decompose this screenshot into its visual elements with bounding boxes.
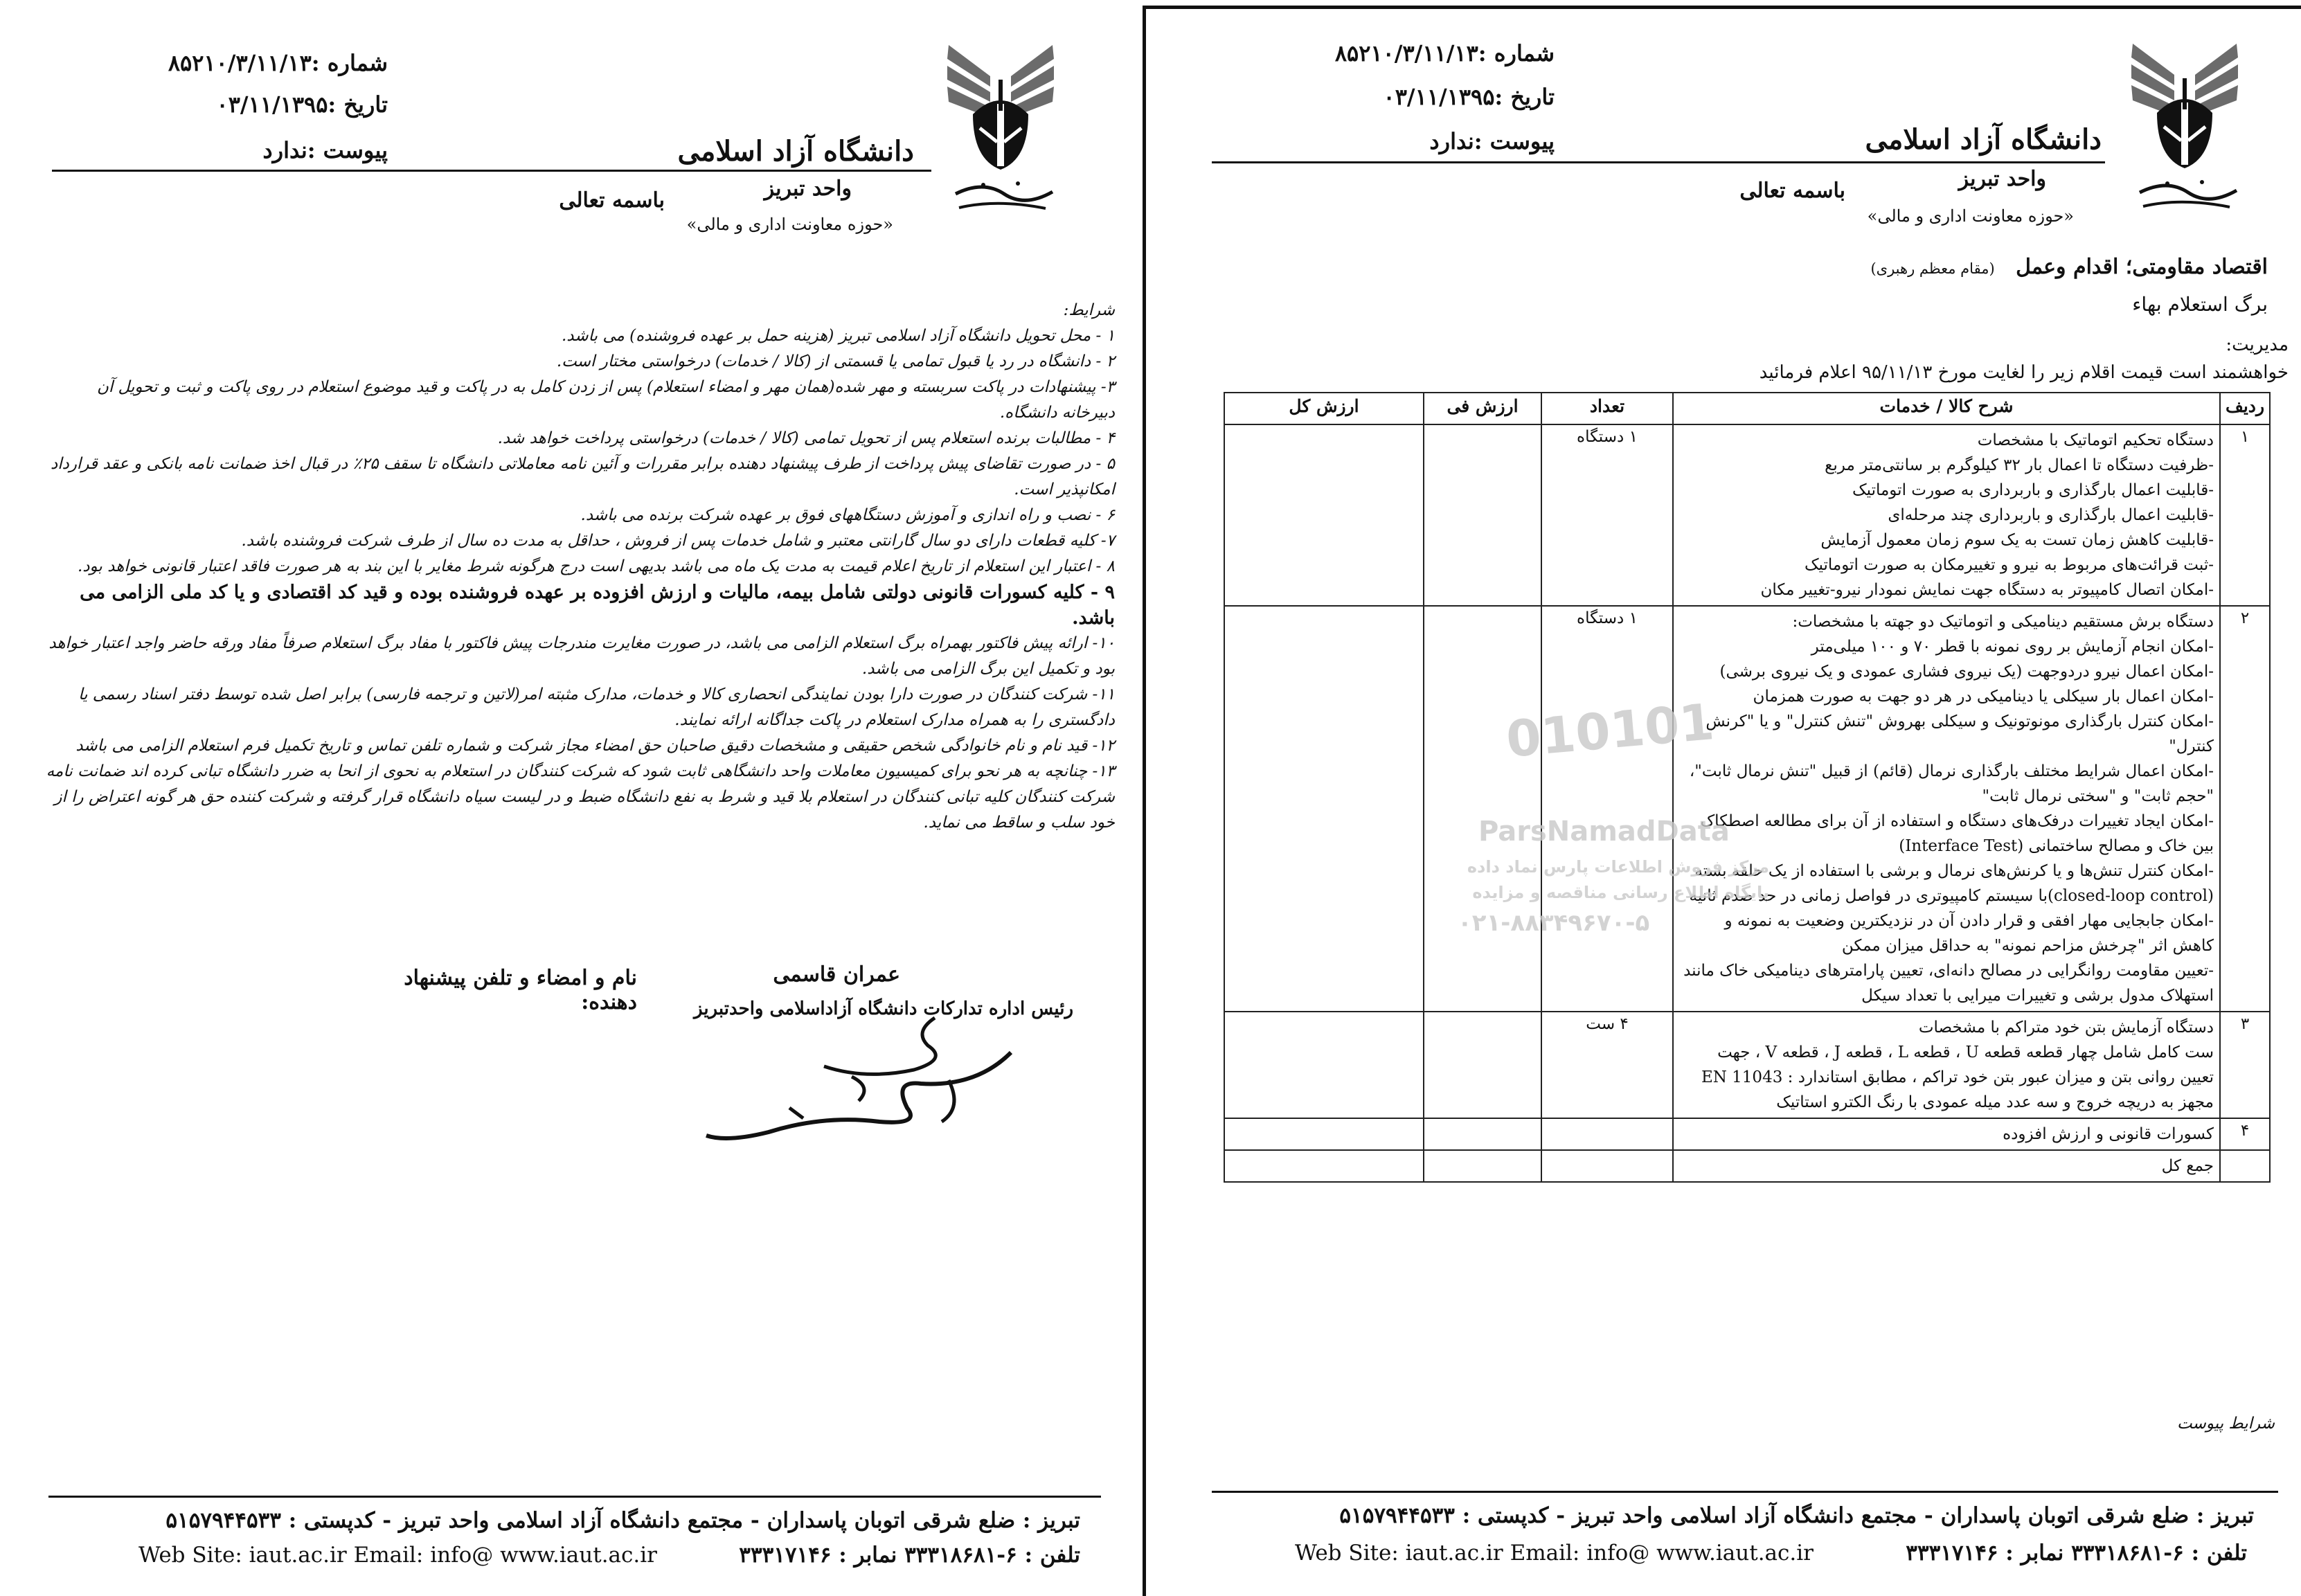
quantity-cell [1541, 1118, 1673, 1150]
total-price-cell [1224, 1118, 1424, 1150]
description-cell [1673, 606, 2220, 1012]
condition-item: ۱۰- ارائه پیش فاکتور بهمراه برگ استعلام الزامی می باشد، در صورت مغایرت مندرجات پیش فاکتور با مفاد برگ استعلام صرفاً مفاد ورقه حاضر واجد اعتبار خواهد بود و تکمیل این برگ الزامی می باشد. [48, 634, 1115, 678]
description-cell [1673, 1150, 2220, 1182]
attachment-note: شرایط پیوست [2177, 1415, 2275, 1433]
total-price-cell [1224, 606, 1424, 1012]
unit-price-cell [1424, 1150, 1541, 1182]
description-line: -امکان اعمال نیرو دردوجهت (یک نیروی فشاری عمودی و یک نیروی برشی) [1719, 663, 2214, 681]
quantity-cell: ۴ ست [1541, 1012, 1673, 1118]
row-number-cell: ۳ [2220, 1012, 2270, 1118]
basmala: باسمه تعالی [1739, 179, 1845, 203]
total-price-cell [1224, 1150, 1424, 1182]
table-row [1224, 1012, 2270, 1118]
header-total-price: ارزش کل [1224, 393, 1424, 424]
description-line: -امکان جابجایی مهار افقی و قرار دادن آن در نزدیکترین وضعیت به نمونه و کاهش اثر "چرخش مزاحم نمونه" به حداقل میزان ممکن [1724, 912, 2214, 955]
quantity-cell [1541, 1150, 1673, 1182]
description-line: -قابلیت اعمال بارگذاری و باربرداری چند مرحله‌ای [1888, 506, 2214, 524]
watermark-digits: 010101 [1503, 692, 1717, 769]
salutation: مدیریت: [2226, 334, 2289, 355]
row-number-cell: ۱ [2220, 424, 2270, 606]
university-name: دانشگاه آزاد اسلامی [677, 135, 914, 168]
description-line: جمع کل [2161, 1157, 2214, 1175]
description-line: دستگاه تحکیم اتوماتیک با مشخصات [1977, 431, 2214, 449]
department-name: «حوزه معاونت اداری و مالی» [1867, 206, 2074, 226]
letter-number: شماره :۸۵۲۱۰/۳/۱۱/۱۳ [168, 50, 388, 76]
table-row [1224, 424, 2270, 606]
slogan: اقتصاد مقاومتی؛ اقدام وعمل (مقام معظم رهبری) [1870, 255, 2268, 279]
footer-rule [48, 1496, 1101, 1498]
header-quantity: تعداد [1541, 393, 1673, 424]
letter-date: تاریخ :۰۳/۱۱/۱۳۹۵ [216, 91, 388, 118]
header-rule [1212, 161, 2105, 163]
header-rule [52, 170, 931, 172]
condition-item: ۳- پیشنهادات در پاکت سربسته و مهر شده(همان مهر و امضاء استعلام) پس از زدن کامل به در پاکت و قید موضوع استعلام در روی پاکت و ثبت و تحویل آن دبیرخانه دانشگاه. [96, 378, 1115, 422]
description-line: دستگاه آزمایش بتن خود متراکم با مشخصات [1918, 1019, 2214, 1037]
form-title: برگ استعلام بهاء [2132, 293, 2268, 316]
condition-item: ۴ - مطالبات برنده استعلام پس از تحویل تمامی (کالا / خدمات) درخواستی پرداخت خواهد شد. [497, 429, 1115, 447]
left-letter-page [0, 0, 1136, 1596]
description-cell [1673, 1012, 2220, 1118]
description-line: -قابلیت اعمال بارگذاری و باربرداری به صورت اتوماتیک [1852, 481, 2214, 499]
letter-attachment: پیوست :ندارد [262, 137, 388, 163]
footer-web: Web Site: iaut.ac.ir Email: info@ www.iaut.ac.ir [1295, 1541, 1814, 1566]
description-line: -ظرفیت دستگاه تا اعمال بار ۳۲ کیلوگرم بر سانتی‌متر مربع [1825, 456, 2214, 474]
university-logo-icon [942, 31, 1059, 225]
watermark-brand: ParsNamadData [1478, 816, 1730, 848]
unit-price-cell [1424, 606, 1541, 1012]
total-price-cell [1224, 424, 1424, 606]
table-body [1224, 424, 2270, 1182]
quantity-cell: ۱ دستگاه [1541, 606, 1673, 1012]
handwritten-signature [686, 1004, 1073, 1156]
total-price-cell [1224, 1012, 1424, 1118]
description-line: -امکان ایجاد تغییرات درفک‌های دستگاه و استفاده از آن برای مطالعه اصطکاک بین خاک و مصالح ساختمانی (Interface Test) [1700, 812, 2214, 855]
unit-price-cell [1424, 1012, 1541, 1118]
condition-item: ۷- کلیه قطعات دارای دو سال گارانتی معتبر و شامل خدمات پس از فروش ، حداقل به مدت ده سال از طرف شرکت فروشنده باشد. [241, 532, 1115, 550]
footer-rule [1212, 1491, 2278, 1493]
description-line: دستگاه برش مستقیم دینامیکی و اتوماتیک دو جهته با مشخصات: [1792, 613, 2214, 631]
footer-phone: تلفن : ۶-۳۳۳۱۸۶۸۱ نمابر : ۳۳۳۱۷۱۴۶ [739, 1543, 1080, 1568]
condition-item: ۱۱- شرکت کنندگان در صورت دارا بودن نمایندگی انحصاری کالا و خدمات، مدارک مثبته امر(لاتین و ترجمه فارسی) برابر اصل شده توسط دفتر اسناد رسمی یا دادگستری را به همراه مدارک استعلام در پاکت جداگانه ارائه نمایند. [78, 685, 1115, 729]
header-unit-price: ارزش فی [1424, 393, 1541, 424]
description-line: -قابلیت کاهش زمان تست به یک سوم زمان معمول آزمایش [1820, 531, 2214, 549]
description-cell [1673, 424, 2220, 606]
description-line: -امکان اعمال شرایط مختلف بارگذاری نرمال (قائم) از قبیل "تنش نرمال ثابت"، "حجم ثابت" و "سختی نرمال ثابت" [1689, 762, 2214, 805]
footer-address: تبریز : ضلع شرقی اتوبان پاسداران - مجتمع دانشگاه آزاد اسلامی واحد تبریز - کدپستی : ۵۱۵۷۹۴۴۵۳۳ [1339, 1503, 2254, 1528]
department-name: «حوزه معاونت اداری و مالی» [686, 215, 893, 234]
conditions-title: شرایط: [1063, 301, 1115, 319]
signatory-title: رئیس اداره تدارکات دانشگاه آزاداسلامی واحدتبریز [693, 998, 1073, 1019]
table-row [1224, 606, 2270, 1012]
condition-item: ۵ - در صورت تقاضای پیش پرداخت از طرف پیشنهاد دهنده برابر مقررات و آئین نامه معاملاتی دانشگاه تا سقف ۲۵٪ در قبال اخذ ضمانت نامه بانکی و عقد قرارداد امکانپذیر است. [50, 455, 1115, 499]
description-line: -امکان کنترل بارگذاری مونوتونیک و سیکلی بهروش "تنش کنترل" و یا "کرنش کنترل" [1705, 712, 2214, 755]
description-line: کسورات قانونی و ارزش افزوده [2003, 1125, 2214, 1143]
description-line: مجهز به دریچه خروج و سه عدد میله عمودی با رنگ الکترو استاتیک [1776, 1093, 2214, 1111]
quantity-cell: ۱ دستگاه [1541, 424, 1673, 606]
header-description: شرح کالا / خدمات [1673, 393, 2220, 424]
description-line: ست کامل شامل چهار قطعه قطعه U ، قطعه L ، قطعه J ، قطعه V ، جهت [1717, 1043, 2214, 1061]
description-line: -ثبت قرائت‌های مربوط به نیرو و تغییرمکان به صورت اتوماتیک [1804, 556, 2214, 574]
unit-price-cell [1424, 1118, 1541, 1150]
description-line: تعیین روانی بتن و میزان عبور بتن خود تراکم ، مطابق استاندارد : EN 11043 [1701, 1068, 2214, 1086]
condition-item: ۶ - نصب و راه اندازی و آموزش دستگاههای فوق بر عهده شرکت برنده می باشد. [580, 506, 1115, 524]
branch-name: واحد تبریز [1958, 167, 2046, 191]
signatory-name: عمران قاسمی [773, 962, 900, 987]
description-line: -امکان اعمال بار سیکلی یا دینامیکی در هر دو جهت به صورت همزمان [1753, 688, 2214, 706]
conditions-list [42, 298, 1115, 836]
footer-web: Web Site: iaut.ac.ir Email: info@ www.iaut.ac.ir [138, 1543, 657, 1568]
university-name: دانشگاه آزاد اسلامی [1865, 123, 2102, 156]
row-number-cell [2220, 1150, 2270, 1182]
condition-item: ۲ - دانشگاه در رد یا قبول تمامی یا قسمتی از (کالا / خدمات) درخواستی مختار است. [556, 352, 1115, 370]
description-line: -امکان کنترل تنش‌ها و یا کرنش‌های نرمال و برشی با استفاده از یک حلقه بسته (closed-loop control)با سیستم کامپیوتری در فواصل زمانی در حد صدم ثانیه [1689, 862, 2214, 905]
table-row [1224, 1150, 2270, 1182]
items-table [1224, 392, 2271, 1183]
row-number-cell: ۲ [2220, 606, 2270, 1012]
university-logo-icon [2126, 30, 2244, 224]
footer-phone: تلفن : ۶-۳۳۳۱۸۶۸۱ نمابر : ۳۳۳۱۷۱۴۶ [1906, 1541, 2247, 1566]
request-text: خواهشمند است قیمت اقلام زیر را لغایت مورخ ۹۵/۱۱/۱۳ اعلام فرمائید [1759, 362, 2289, 383]
table-row [1224, 1118, 2270, 1150]
branch-name: واحد تبریز [764, 177, 852, 201]
right-letter-page [1143, 6, 2301, 1596]
description-line: -تعیین مقاومت روانگرایی در مصالح دانه‌ای، تعیین پارامترهای دینامیکی خاک مانند استهلاک مدول برشی و تغییرات میرایی با تعداد سیکل [1683, 962, 2214, 1005]
condition-item: ۱۲- قید نام و نام خانوادگی شخص حقیقی و مشخصات دقیق صاحبان حق امضاء مجاز شرکت و شماره تلفن تماس و تاریخ تکمیل فرم استعلام الزامی می باشد [75, 737, 1115, 755]
items-table-wrapper [1224, 392, 2271, 1183]
footer-address: تبریز : ضلع شرقی اتوبان پاسداران - مجتمع دانشگاه آزاد اسلامی واحد تبریز - کدپستی : ۵۱۵۷۹۴۴۵۳۳ [165, 1508, 1080, 1533]
basmala: باسمه تعالی [559, 188, 665, 213]
condition-item: ۸ - اعتبار این استعلام از تاریخ اعلام قیمت به مدت یک ماه می باشد بدیهی است درج هرگونه شرط مغایر با این بند به هر صورت فاقد اعتبار قانونی خواهد بود. [77, 557, 1115, 575]
condition-item-bold: ۹ - کلیه کسورات قانونی دولتی شامل بیمه، مالیات و ارزش افزوده بر عهده فروشنده بوده و قید کد اقتصادی و یا کد ملی الزامی می باشد. [80, 582, 1115, 629]
unit-price-cell [1424, 424, 1541, 606]
slogan-source: (مقام معظم رهبری) [1870, 260, 1995, 277]
letter-date: تاریخ :۰۳/۱۱/۱۳۹۵ [1383, 84, 1555, 110]
row-number-cell: ۴ [2220, 1118, 2270, 1150]
description-line: -امکان اتصال کامپیوتر به دستگاه جهت نمایش نمودار نیرو-تغییر مکان [1760, 581, 2214, 599]
letter-attachment: پیوست :ندارد [1429, 128, 1555, 154]
watermark-line1: مرکز فروش اطلاعات پارس نماد داده [1467, 857, 1769, 877]
bidder-signature-label: نام و امضاء و تلفن پیشنهاد دهنده: [404, 966, 637, 1014]
letter-number: شماره :۸۵۲۱۰/۳/۱۱/۱۳ [1334, 40, 1555, 66]
watermark-line2: پایگاه اطلاع رسانی مناقصه و مزایده [1472, 883, 1769, 902]
condition-item: ۱ - محل تحویل دانشگاه آزاد اسلامی تبریز (هزینه حمل بر عهده فروشنده) می باشد. [561, 327, 1115, 345]
header-row-number: ردیف [2220, 393, 2270, 424]
description-cell [1673, 1118, 2220, 1150]
table-header-row [1224, 393, 2270, 424]
watermark-phone: ۰۲۱-۸۸۳۴۹۶۷۰-۵ [1458, 909, 1650, 937]
description-line: -امکان انجام آزمایش بر روی نمونه با قطر ۷۰ و ۱۰۰ میلی‌متر [1811, 638, 2214, 656]
condition-item: ۱۳- چنانچه به هر نحو برای کمیسیون معاملات واحد دانشگاهی ثابت شود که شرکت کنندگان در استعلام به نحوی از انحا به ضرر دانشگاه تبانی کرده اند ضمانت نامه شرکت کنندگان کلیه تبانی کنندگان در استعلام بلا قید و شرط به نفع دانشگاه ضبط و در لیست سیاه دانشگاه قرار گرفته و شرکت کننده حق هر گونه اعتراض را از خود سلب و ساقط می نماید. [46, 762, 1115, 832]
